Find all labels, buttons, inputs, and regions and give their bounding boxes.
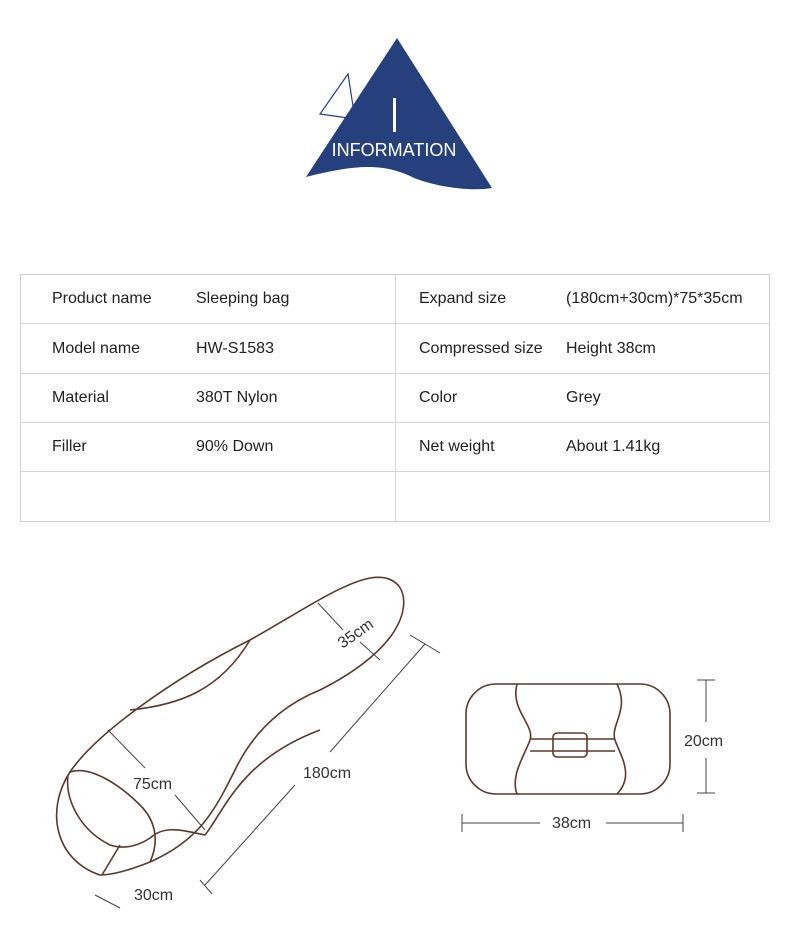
value-expand-size: (180cm+30cm)*75*35cm [566, 290, 743, 307]
sleeping-bag-foot-seam [102, 845, 120, 875]
dim-line-75b [175, 795, 205, 830]
value-compressed-size: Height 38cm [566, 340, 656, 357]
table-row [21, 423, 769, 472]
length-label: 180cm [303, 765, 352, 782]
information-logo [300, 34, 500, 200]
value-product-name: Sleeping bag [196, 290, 290, 307]
compressed-bag-right-panel [614, 684, 625, 794]
label-model-name: Model name [52, 340, 141, 357]
dim-line-35 [318, 603, 343, 630]
value-color: Grey [566, 389, 601, 406]
logo-text: INFORMATION [331, 140, 457, 160]
dim-tick [200, 880, 212, 894]
sleeping-bag-illustration [57, 577, 404, 875]
value-material: 380T Nylon [196, 389, 278, 406]
label-product-name: Product name [52, 290, 152, 307]
dim-line-75 [108, 730, 145, 768]
table-row [21, 275, 769, 324]
compressed-bag-buckle-icon [553, 733, 587, 757]
value-model-name: HW-S1583 [196, 340, 274, 357]
sleeping-bag-zip-line [150, 730, 320, 838]
label-compressed-size: Compressed size [419, 340, 543, 357]
label-net-weight: Net weight [419, 438, 495, 455]
hood-label: 30cm [134, 887, 174, 904]
table-row [21, 473, 769, 522]
value-net-weight: About 1.41kg [566, 438, 661, 455]
table-row [21, 374, 769, 423]
label-filler: Filler [52, 438, 87, 455]
dimension-diagrams [0, 540, 790, 932]
compressed-height-label: 20cm [684, 733, 724, 750]
foot-width-label: 35cm [335, 615, 377, 653]
sleeping-bag-outline [57, 577, 404, 875]
table-row [21, 325, 769, 374]
logo-letter-bar [393, 98, 396, 132]
sleeping-bag-dimension-lines [95, 603, 440, 908]
label-material: Material [52, 389, 109, 406]
value-filler: 90% Down [196, 438, 274, 455]
compressed-dimension-lines [462, 680, 715, 832]
compressed-bag-illustration [466, 684, 670, 794]
label-color: Color [419, 389, 458, 406]
dim-line-180 [330, 644, 425, 752]
sleeping-bag-fold-line [130, 640, 250, 710]
compressed-width-label: 38cm [552, 815, 592, 832]
dim-line-30 [95, 895, 120, 908]
compressed-bag-left-panel [515, 684, 530, 794]
label-expand-size: Expand size [419, 290, 507, 307]
spec-table [20, 274, 770, 522]
head-width-label: 75cm [133, 776, 173, 793]
